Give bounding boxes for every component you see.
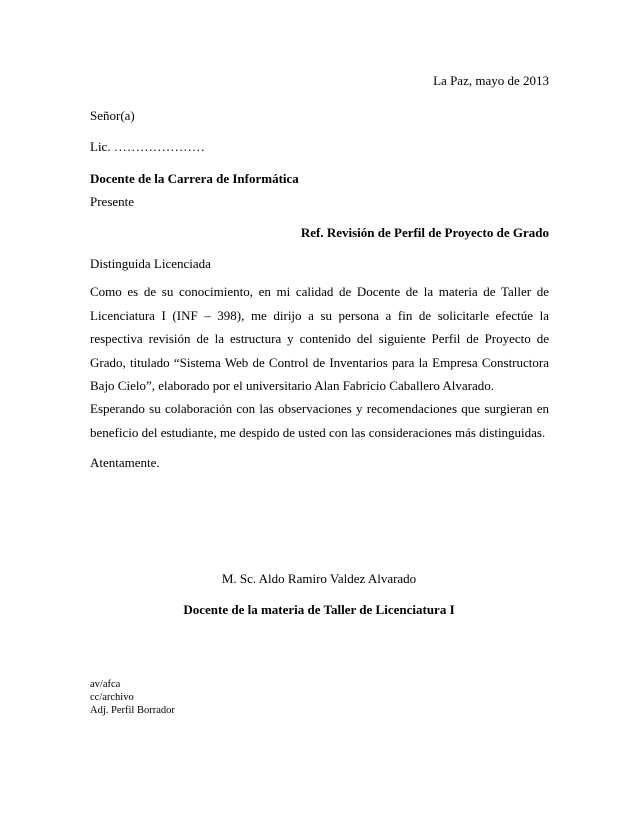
presente-line: Presente [90,194,135,209]
body-paragraph-2: Esperando su colaboración con las observaciones y recomendaciones que surgieran en beneficio del estudiante, me despido de usted con las consideraciones más distinguidas. [90,401,549,440]
signer-role: Docente de la materia de Taller de Licenciatura I [183,602,455,617]
place-date: La Paz, mayo de 2013 [433,73,549,88]
recipient-title: Lic. ………………… [90,139,205,154]
body-paragraph-1: Como es de su conocimiento, en mi calidad de Docente de la materia de Taller de Licenciatura I (INF – 398), me dirijo a su persona a fin de solicitarle efectúe la respectiva revisión de la estructura y contenido del siguiente Perfil de Proyecto de Grado, titulado “Sistema Web de Control de Inventarios para la Empresa Constructora Bajo Cielo”, elaborado por el universitario Alan Fabricio Caballero Alvarado. [90,284,549,393]
reference-line: Ref. Revisión de Perfil de Proyecto de Grado [300,225,549,240]
footer-cc: cc/archivo [90,692,134,703]
recipient-role: Docente de la Carrera de Informática [90,171,299,186]
footer-initials: av/afca [90,679,121,690]
closing: Atentamente. [90,455,160,470]
greeting: Distinguida Licenciada [90,256,211,271]
salutation: Señor(a) [90,108,135,123]
signer-name: M. Sc. Aldo Ramiro Valdez Alvarado [221,571,417,586]
footer-attachment: Adj. Perfil Borrador [90,705,175,716]
